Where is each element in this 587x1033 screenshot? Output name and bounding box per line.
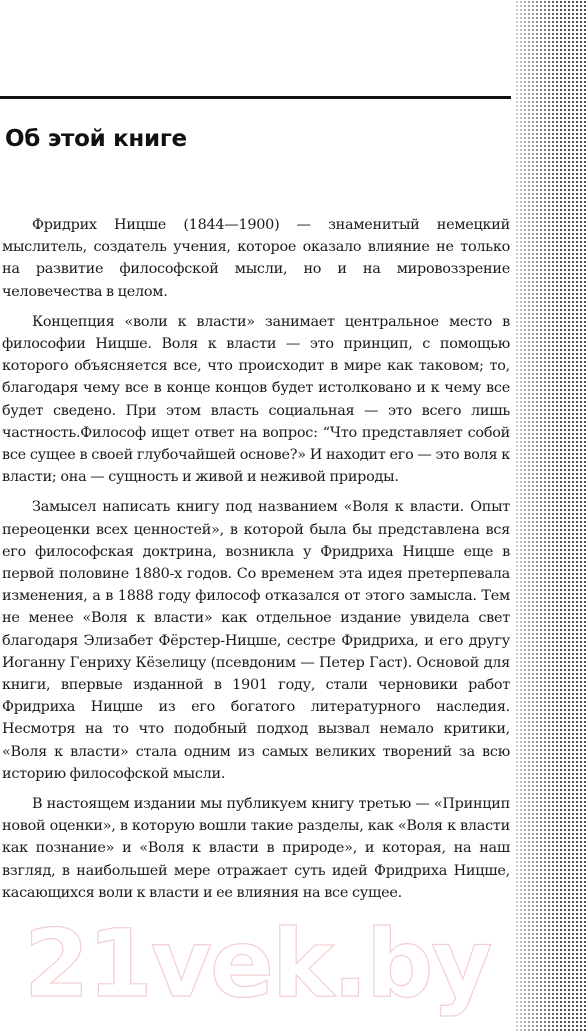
page-title: Об этой книге xyxy=(5,126,187,152)
paragraph-2: Концепция «воли к власти» занимает центральное место в философии Ницше. Воля к власти — это принцип, с помощью которого объясняется все, что происходит в мире как таковом; то, благодаря чему все в конце концов будет истолковано и к чему все будет сведено. При этом власть социальная — это всего лишь частность.Философ ищет ответ на вопрос: “Что представляет собой все сущее в своей глубочайшей основе?» И находит его — это воля к власти; она — сущность и живой и неживой природы. xyxy=(2,313,510,486)
paragraph-3: Замысел написать книгу под названием «Воля к власти. Опыт переоценки всех ценностей», в которой была бы представлена вся его философская доктрина, возникла у Фридриха Ницше еще в первой половине 1880-х годов. Со временем эта идея претерпевала изменения, а в 1888 году философ отказался от этого замысла. Тем не менее «Воля к власти» как отдельное издание увидела свет благодаря Элизабет Фёрстер-Ницше, сестре Фридриха, и его другу Иоганну Генриху Кёзелицу (псевдоним — Петер Гаст). Основой для книги, впервые изданной в 1901 году, стали черновики работ Фридриха Ницше из его богатого литературного наследия. Несмотря на то что подобный подход вызвал немало критики, «Воля к власти» стала одним из самых великих творений за всю историю философской мысли. xyxy=(2,499,510,782)
paragraph-1: Фридрих Ницше (1844—1900) — знаменитый немецкий мыслитель, создатель учения, которое оказало влияние не только на развитие философской мысли, но и на мировоззрение человечества в целом. xyxy=(2,217,510,300)
body-text xyxy=(2,214,510,912)
halftone-edge-pattern xyxy=(515,0,587,1033)
paragraph-4: В настоящем издании мы публикуем книгу третью — «Принцип новой оценки», в которую вошли такие разделы, как «Воля к власти как познание» и «Воля к власти в природе», и которая, на наш взгляд, в наибольшей мере отражает суть идей Фридриха Ницше, касающихся воли к власти и ее влияния на все сущее. xyxy=(2,796,510,901)
watermark: 21vek.by xyxy=(24,910,491,1019)
header-rule xyxy=(0,96,511,99)
